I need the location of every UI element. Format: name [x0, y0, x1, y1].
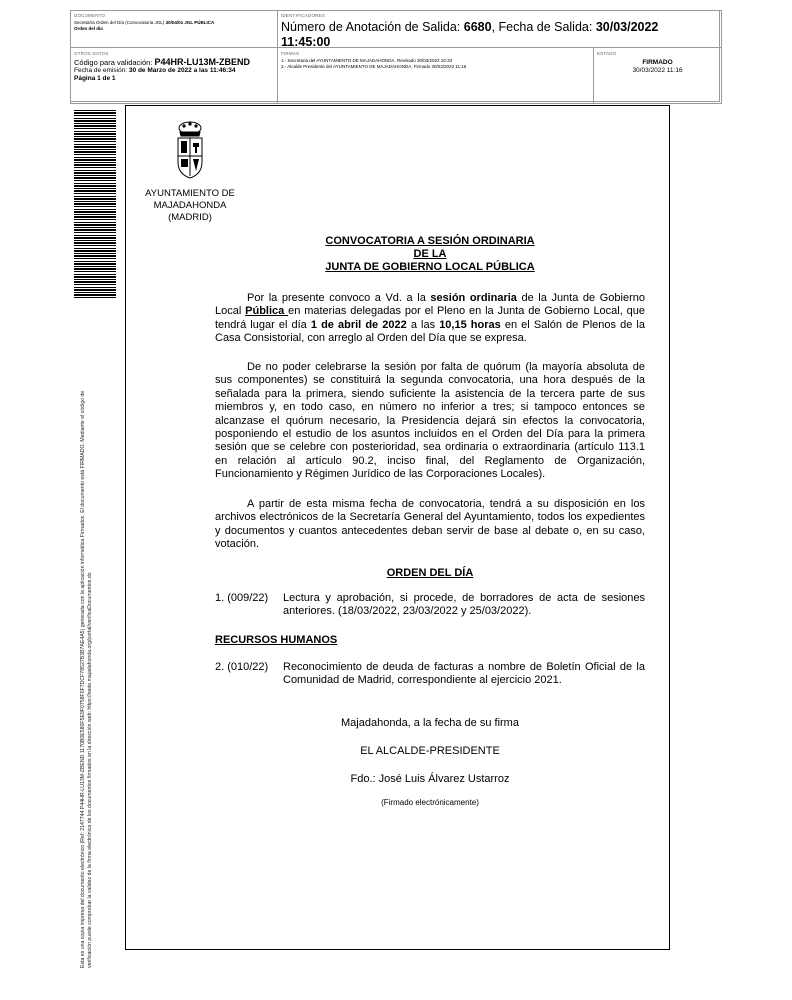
signature-role: EL ALCALDE-PRESIDENTE: [360, 745, 500, 757]
status-badge: FIRMADO 30/03/2022 11:16: [632, 59, 683, 74]
coat-of-arms-icon: [170, 118, 210, 184]
page-count: Página 1 de 1: [74, 75, 116, 82]
documento-type: Secretaría Orden del Día (Convocatoria JGL) 30/04/01 JGL PÚBLICA: [74, 20, 215, 25]
agenda-item-number: 1. (009/22): [215, 592, 269, 604]
documento-subtype: Orden del día: [74, 26, 103, 31]
firmas-label: FIRMAS: [281, 51, 300, 56]
signature-note: (Firmado electrónicamente): [381, 798, 479, 807]
identificadores-label: IDENTIFICADORES: [281, 13, 326, 18]
emission-date: Fecha de emisión: 30 de Marzo de 2022 a las 11:46:34: [74, 67, 236, 74]
orden-del-dia-heading: ORDEN DEL DÍA: [386, 567, 474, 579]
agenda-item-text: Reconocimiento de deuda de facturas a nombre de Boletín Oficial de la Comunidad de Madrid, correspondiente al ejercicio 2021.: [283, 661, 645, 687]
agenda-item-text: Lectura y aprobación, si procede, de borradores de acta de sesiones anteriores. (18/03/2022, 23/03/2022 y 25/03/2022).: [283, 592, 645, 618]
identificadores-cell: [277, 10, 722, 48]
document-metadata-header: [70, 10, 720, 102]
signature-place: Majadahonda, a la fecha de su firma: [341, 717, 519, 729]
page-title: CONVOCATORIA A SESIÓN ORDINARIA DE LA JUNTA DE GOBIERNO LOCAL PÚBLICA: [325, 235, 535, 273]
signature-name: Fdo.: José Luis Álvarez Ustarroz: [350, 773, 510, 785]
documento-label: DOCUMENTO: [74, 13, 106, 18]
verification-side-text: Esta es una copia impresa del documento electrónico (Ref: 2147744 P44HR-LU13M-ZBEND 1170B0E580F5E9F0758F0F7DCF78527B3B7AE4A5) generada con la aplicación informática Firmadoc. El documento está FIRMADO. Mediante el código de verificación puede comprobar la validez de la firma electrónica de los documentos firmados en la dirección web: https://sede.majadahonda.org/portal/verificaDocumentos.do: [80, 390, 93, 968]
otros-label: OTROS DATOS: [74, 51, 109, 56]
documento-cell: [70, 10, 278, 48]
ayuntamiento-name: AYUNTAMIENTO DE MAJADAHONDA (MADRID): [145, 188, 235, 223]
paragraph-convocatoria: Por la presente convoco a Vd. a la sesión ordinaria de la Junta de Gobierno Local Pública en materias delegadas por el Pleno en la Junta de Gobierno Local, que tendrá lugar el día 1 de abril de 2022 a las 10,15 horas en el Salón de Plenos de la Casa Consistorial, con arreglo al Orden del Día que se expresa.: [215, 292, 645, 345]
anotacion-salida: Número de Anotación de Salida: 6680, Fecha de Salida: 30/03/2022 11:45:00: [281, 20, 659, 48]
agenda-item: [215, 661, 645, 688]
otros-datos-cell: [70, 47, 278, 104]
paragraph-quorum: De no poder celebrarse la sesión por falta de quórum (la mayoría absoluta de sus componentes) se constituirá la segunda convocatoria, una hora después de la señalada para la primera, siendo suficiente la asistencia de la tercera parte de sus miembros y, en todo caso, en número no inferior a tres; si tampoco entonces se alcanzase el quórum necesario, la Presidencia dejará sin efectos la convocatoria, posponiendo el estudio de los asuntos incluidos en el Orden del Día para la primera sesión que se celebre con posterioridad, sea ordinaria o extraordinaria (artículo 113.1 en relación al artículo 90.2, inciso final, del Reglamento de Organización, Funcionamiento y Régimen Jurídico de las Corporaciones Locales).: [215, 361, 645, 481]
agenda-item-number: 2. (010/22): [215, 661, 269, 673]
validation-code[interactable]: Código para validación: P44HR-LU13M-ZBEND: [74, 57, 250, 67]
barcode-image: [74, 110, 116, 300]
section-heading: RECURSOS HUMANOS: [215, 634, 338, 646]
firma-1: 1.- Secretaria del AYUNTAMIENTO DE MAJADAHONDA. Revisado 30/03/2022 10:33: [281, 58, 453, 63]
estado-label: ESTADO: [597, 51, 617, 56]
paragraph-archivos: A partir de esta misma fecha de convocatoria, tendrá a su disposición en los archivos electrónicos de la Secretaría General del Ayuntamiento, todos los expedientes y documentos y cuantos antecedentes deban servir de base al debate o, en su caso, votación.: [215, 498, 645, 551]
estado-cell: [593, 47, 722, 104]
firmas-cell: [277, 47, 594, 104]
agenda-item: [215, 592, 645, 619]
firma-2: 2.- Alcalde Presidente del AYUNTAMIENTO DE MAJADAHONDA. Firmado 30/03/2022 11:16: [281, 64, 467, 69]
